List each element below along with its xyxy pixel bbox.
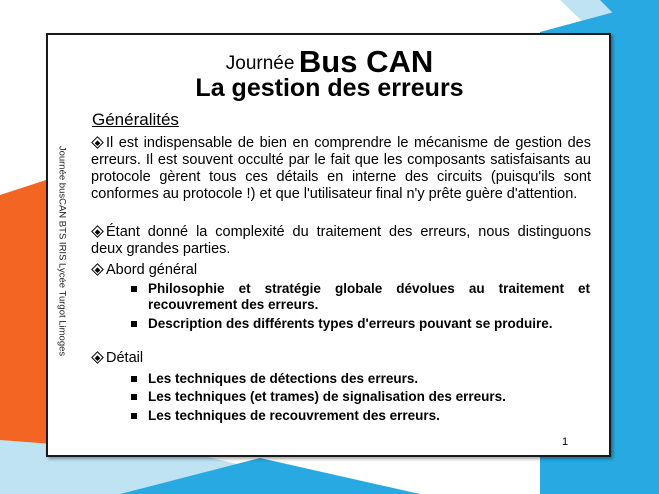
sub-item-text: Description des différents types d'erreurs pouvant se produire.: [148, 316, 553, 331]
sub-item: [148, 371, 590, 387]
slide-subtitle: La gestion des erreurs: [195, 74, 464, 102]
diamond-bullet-icon: [91, 351, 104, 364]
square-bullet-icon: [131, 413, 137, 419]
paragraph-2-text: Étant donné la complexité du traitement des erreurs, nous distinguons deux grandes parties.: [91, 224, 591, 257]
bullet-1-label: Abord général: [106, 262, 198, 278]
diamond-bullet-icon: [91, 263, 104, 276]
diamond-bullet-icon: [91, 225, 104, 238]
sub-item: [148, 408, 590, 424]
sub-item-text: Les techniques de recouvrement des erreurs.: [148, 408, 440, 423]
square-bullet-icon: [131, 376, 137, 382]
section-heading: Généralités: [92, 110, 179, 129]
page-number: 1: [562, 436, 569, 448]
square-bullet-icon: [131, 321, 137, 327]
side-footer-text: [52, 131, 72, 371]
sub-item: [148, 316, 590, 332]
title-main: Bus CAN: [298, 44, 434, 79]
bullet-abord-general: [91, 262, 197, 278]
sub-item-text: Les techniques (et trames) de signalisation des erreurs.: [148, 389, 506, 404]
side-footer-label: Journée busCAN BTS IRIS Lycée Turgot Limoges: [56, 145, 68, 357]
paragraph-1-text: Il est indispensable de bien en comprendre le mécanisme de gestion des erreurs. Il est souvent occulté par le fait que les composants satisfaisants au protocole gèrent tous ces détails en interne des circuits (puisqu'ils sont conformes au protocole !) et que l'utilisateur final n'y prête guère d'attention.: [91, 135, 591, 202]
sub-item: [148, 281, 590, 313]
square-bullet-icon: [131, 394, 137, 400]
bullet-detail: [91, 350, 143, 366]
sub-item-text: Les techniques de détections des erreurs.: [148, 371, 419, 386]
bullet-2-label: Détail: [106, 350, 144, 366]
paragraph-1: [91, 135, 591, 203]
sub-item-text: Philosophie et stratégie globale dévolues au traitement et recouvrement des erreurs.: [148, 281, 590, 312]
square-bullet-icon: [131, 286, 137, 292]
sub-item: [148, 389, 590, 405]
diamond-bullet-icon: [91, 136, 104, 149]
paragraph-2: [91, 224, 591, 258]
title-prefix: Journée: [225, 53, 295, 74]
